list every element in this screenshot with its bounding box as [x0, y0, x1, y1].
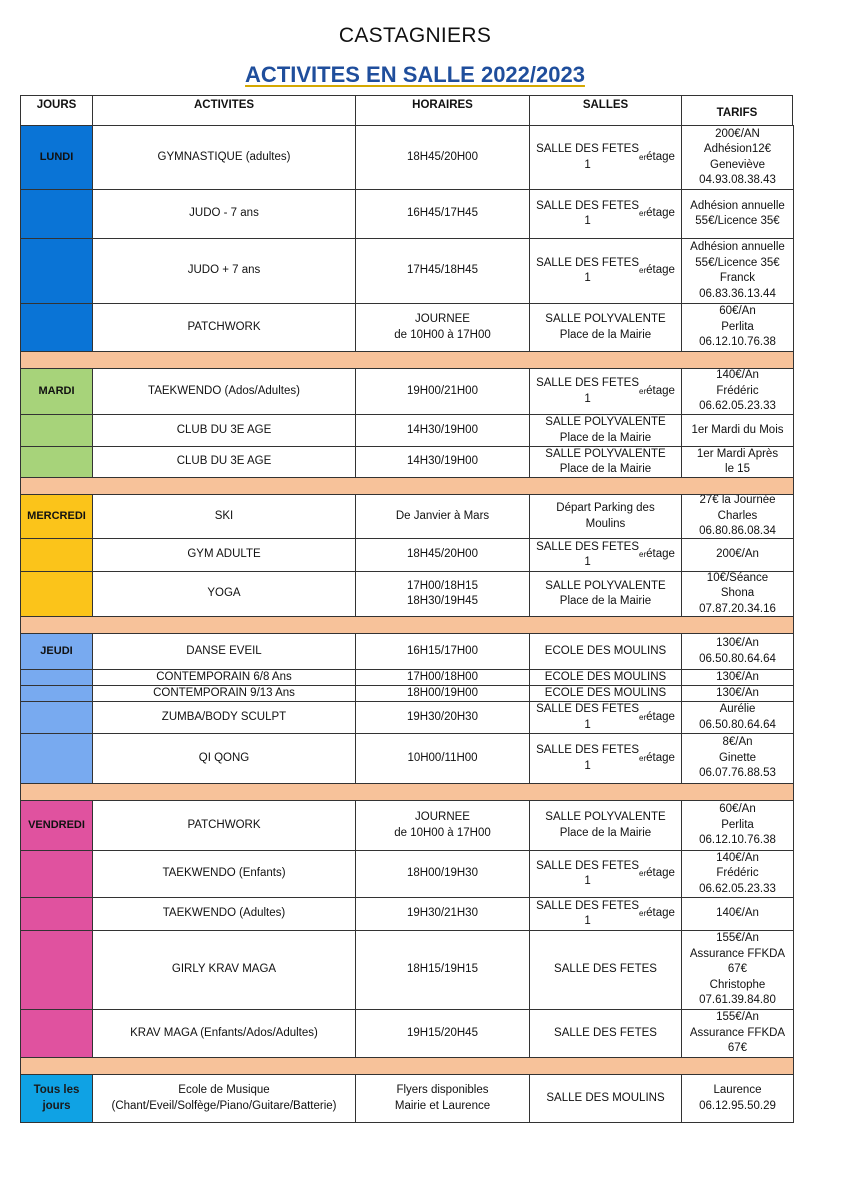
price-cell: 10€/Séance Shona 07.87.20.34.16	[681, 571, 794, 617]
price-cell: 130€/An	[681, 669, 794, 686]
day-cell: Tous les jours	[20, 1074, 93, 1123]
room-cell: SALLE POLYVALENTE Place de la Mairie	[529, 446, 682, 478]
hours-cell: Flyers disponibles Mairie et Laurence	[355, 1074, 530, 1123]
header-horaires: HORAIRES	[355, 95, 530, 126]
activity-cell: CLUB DU 3E AGE	[92, 446, 356, 478]
activity-cell: YOGA	[92, 571, 356, 617]
day-separator	[20, 783, 794, 801]
room-cell: ECOLE DES MOULINS	[529, 685, 682, 702]
price-cell: Aurélie 06.50.80.64.64	[681, 701, 794, 734]
activity-cell: CONTEMPORAIN 6/8 Ans	[92, 669, 356, 686]
room-cell: SALLE POLYVALENTE Place de la Mairie	[529, 303, 682, 352]
hours-cell: 16H45/17H45	[355, 189, 530, 239]
price-cell: 155€/An Assurance FFKDA 67€	[681, 1009, 794, 1058]
room-cell: SALLE DES FETES 1 er étage	[529, 850, 682, 898]
hours-cell: 14H30/19H00	[355, 446, 530, 478]
hours-cell: 18H00/19H00	[355, 685, 530, 702]
room-cell: SALLE POLYVALENTE Place de la Mairie	[529, 800, 682, 851]
price-cell: Adhésion annuelle 55€/Licence 35€ Franck 06.83.36.13.44	[681, 238, 794, 304]
town-name: CASTAGNIERS	[338, 24, 492, 47]
header-tarifs: TARIFS	[681, 95, 793, 126]
day-cell: MARDI	[20, 368, 93, 415]
day-cell	[20, 701, 93, 734]
price-cell: 200€/An	[681, 538, 794, 572]
hours-cell: 18H45/20H00	[355, 125, 530, 190]
activity-cell: JUDO + 7 ans	[92, 238, 356, 304]
day-cell	[20, 850, 93, 898]
header-jours: JOURS	[20, 95, 93, 126]
activity-cell: GYM ADULTE	[92, 538, 356, 572]
page-title: ACTIVITES EN SALLE 2022/2023	[245, 62, 585, 87]
activity-cell: TAEKWENDO (Enfants)	[92, 850, 356, 898]
day-cell	[20, 414, 93, 447]
day-cell	[20, 303, 93, 352]
price-cell: 1er Mardi du Mois	[681, 414, 794, 447]
day-separator	[20, 616, 794, 634]
price-cell: 140€/An Frédéric 06.62.05.23.33	[681, 850, 794, 898]
activity-cell: GIRLY KRAV MAGA	[92, 930, 356, 1010]
hours-cell: 17H00/18H00	[355, 669, 530, 686]
room-cell: SALLE DES FETES 1 er étage	[529, 189, 682, 239]
activity-cell: PATCHWORK	[92, 303, 356, 352]
room-cell: SALLE DES FETES 1 er étage	[529, 125, 682, 190]
price-cell: 60€/An Perlita 06.12.10.76.38	[681, 303, 794, 352]
hours-cell: 10H00/11H00	[355, 733, 530, 784]
hours-cell: JOURNEE de 10H00 à 17H00	[355, 800, 530, 851]
price-cell: Laurence 06.12.95.50.29	[681, 1074, 794, 1123]
activity-cell: ZUMBA/BODY SCULPT	[92, 701, 356, 734]
hours-cell: 17H45/18H45	[355, 238, 530, 304]
day-cell	[20, 685, 93, 702]
activity-cell: CLUB DU 3E AGE	[92, 414, 356, 447]
price-cell: 130€/An 06.50.80.64.64	[681, 633, 794, 670]
day-cell	[20, 733, 93, 784]
day-cell: MERCREDI	[20, 494, 93, 539]
activity-cell: CONTEMPORAIN 9/13 Ans	[92, 685, 356, 702]
activity-cell: PATCHWORK	[92, 800, 356, 851]
activity-cell: SKI	[92, 494, 356, 539]
room-cell: SALLE DES FETES 1 er étage	[529, 701, 682, 734]
room-cell: Départ Parking des Moulins	[529, 494, 682, 539]
hours-cell: 16H15/17H00	[355, 633, 530, 670]
price-cell: 155€/An Assurance FFKDA 67€ Christophe 07.61.39.84.80	[681, 930, 794, 1010]
day-cell: LUNDI	[20, 125, 93, 190]
hours-cell: De Janvier à Mars	[355, 494, 530, 539]
hours-cell: 18H00/19H30	[355, 850, 530, 898]
day-cell	[20, 446, 93, 478]
activity-cell: DANSE EVEIL	[92, 633, 356, 670]
activity-cell: Ecole de Musique (Chant/Eveil/Solfège/Piano/Guitare/Batterie)	[92, 1074, 356, 1123]
day-cell	[20, 538, 93, 572]
day-cell: JEUDI	[20, 633, 93, 670]
hours-cell: 14H30/19H00	[355, 414, 530, 447]
price-cell: 200€/AN Adhésion12€ Geneviève 04.93.08.38.43	[681, 125, 794, 190]
room-cell: ECOLE DES MOULINS	[529, 633, 682, 670]
price-cell: Adhésion annuelle 55€/Licence 35€	[681, 189, 794, 239]
room-cell: SALLE DES FETES	[529, 1009, 682, 1058]
price-cell: 130€/An	[681, 685, 794, 702]
room-cell: SALLE POLYVALENTE Place de la Mairie	[529, 414, 682, 447]
day-cell	[20, 189, 93, 239]
room-cell: SALLE DES MOULINS	[529, 1074, 682, 1123]
day-cell	[20, 571, 93, 617]
day-cell	[20, 238, 93, 304]
day-cell	[20, 669, 93, 686]
hours-cell: 19H15/20H45	[355, 1009, 530, 1058]
activity-cell: GYMNASTIQUE (adultes)	[92, 125, 356, 190]
price-cell: 8€/An Ginette 06.07.76.88.53	[681, 733, 794, 784]
activity-cell: KRAV MAGA (Enfants/Ados/Adultes)	[92, 1009, 356, 1058]
price-cell: 60€/An Perlita 06.12.10.76.38	[681, 800, 794, 851]
room-cell: ECOLE DES MOULINS	[529, 669, 682, 686]
header-salles: SALLES	[529, 95, 682, 126]
price-cell: 140€/An	[681, 897, 794, 931]
price-cell: 140€/An Frédéric 06.62.05.23.33	[681, 368, 794, 415]
room-cell: SALLE DES FETES 1 er étage	[529, 897, 682, 931]
day-separator	[20, 477, 794, 495]
hours-cell: 18H15/19H15	[355, 930, 530, 1010]
room-cell: SALLE POLYVALENTE Place de la Mairie	[529, 571, 682, 617]
room-cell: SALLE DES FETES 1 er étage	[529, 238, 682, 304]
hours-cell: 19H00/21H00	[355, 368, 530, 415]
room-cell: SALLE DES FETES 1 er étage	[529, 538, 682, 572]
day-cell: VENDREDI	[20, 800, 93, 851]
hours-cell: 19H30/20H30	[355, 701, 530, 734]
day-cell	[20, 930, 93, 1010]
day-separator	[20, 351, 794, 369]
activity-cell: QI QONG	[92, 733, 356, 784]
hours-cell: 17H00/18H15 18H30/19H45	[355, 571, 530, 617]
day-cell	[20, 897, 93, 931]
day-separator	[20, 1057, 794, 1075]
header-activites: ACTIVITES	[92, 95, 356, 126]
price-cell: 27€ la Journée Charles 06.80.86.08.34	[681, 494, 794, 539]
day-cell	[20, 1009, 93, 1058]
hours-cell: 18H45/20H00	[355, 538, 530, 572]
hours-cell: 19H30/21H30	[355, 897, 530, 931]
activity-cell: JUDO - 7 ans	[92, 189, 356, 239]
room-cell: SALLE DES FETES 1 er étage	[529, 733, 682, 784]
hours-cell: JOURNEE de 10H00 à 17H00	[355, 303, 530, 352]
room-cell: SALLE DES FETES 1 er étage	[529, 368, 682, 415]
activity-cell: TAEKWENDO (Ados/Adultes)	[92, 368, 356, 415]
room-cell: SALLE DES FETES	[529, 930, 682, 1010]
activity-cell: TAEKWENDO (Adultes)	[92, 897, 356, 931]
price-cell: 1er Mardi Après le 15	[681, 446, 794, 478]
